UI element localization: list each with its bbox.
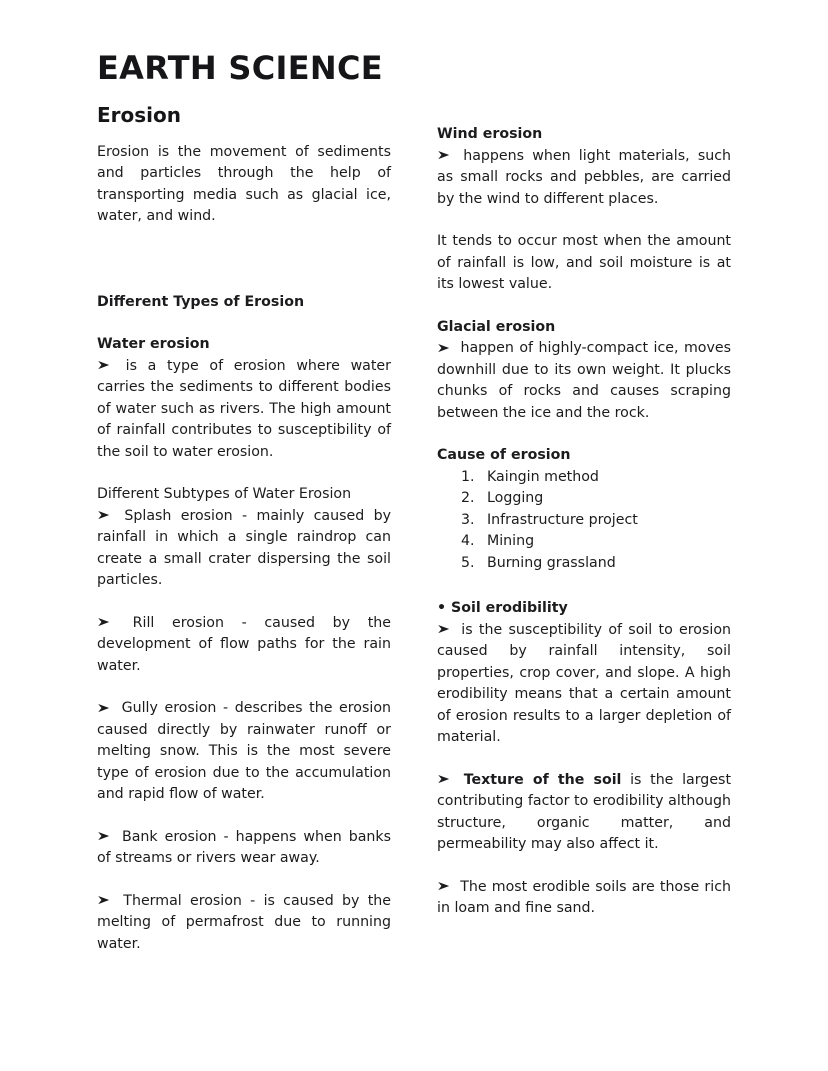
types-of-erosion-heading: Different Types of Erosion: [97, 293, 305, 310]
paragraph-bold-text: Texture of the soil: [463, 771, 622, 788]
cause-of-erosion-list: [437, 467, 731, 575]
arrow-bullet-icon: [97, 831, 110, 841]
soil-erodibility-heading: [437, 598, 731, 620]
arrow-bullet-icon: [437, 343, 450, 353]
arrow-bullet-icon: [437, 150, 450, 160]
water-erosion-heading: Water erosion: [97, 336, 210, 353]
list-item: [437, 510, 731, 532]
list-item: [437, 553, 731, 575]
splash-erosion-paragraph: [97, 506, 391, 592]
paragraph-text: is a type of erosion where water carries the sediments to different bodies of water such as rivers. The high amount of rainfall contributes to susceptibility of the soil to water erosion.: [97, 357, 391, 460]
list-item-number: 3.: [461, 511, 475, 528]
paragraph-text: It tends to occur most when the amount of rainfall is low, and soil moisture is at its lowest value.: [437, 233, 731, 292]
paragraph-text: Erosion is the movement of sediments and particles through the help of transporting media such as glacial ice, water, and wind.: [97, 143, 391, 225]
list-item-label: Mining: [487, 533, 535, 549]
list-item-number: 2.: [461, 490, 475, 506]
erodible-soils-paragraph: [437, 877, 731, 920]
arrow-bullet-icon: [97, 510, 110, 520]
list-item: [437, 488, 731, 510]
cause-of-erosion-heading: Cause of erosion: [437, 447, 571, 463]
paragraph-text: Rill erosion - caused by the development of flow paths for the rain water.: [97, 614, 391, 674]
arrow-bullet-icon: [437, 624, 450, 634]
list-item-label: Infrastructure project: [487, 511, 638, 528]
arrow-bullet-icon: [437, 774, 450, 784]
bank-erosion-paragraph: [97, 827, 391, 870]
soil-erodibility-paragraph: [437, 620, 731, 749]
glacial-erosion-heading: Glacial erosion: [437, 318, 556, 335]
paragraph-text: happen of highly-compact ice, moves downhill due to its own weight. It plucks chunks of rocks and causes scraping between the ice and the rock.: [437, 340, 731, 421]
gully-erosion-paragraph: [97, 698, 391, 806]
rill-erosion-paragraph: [97, 613, 391, 678]
texture-of-soil-paragraph: [437, 770, 731, 856]
paragraph-text: is the susceptibility of soil to erosion caused by rainfall intensity, soil properties, crop cover, and slope. A high erodibility means that a certain amount of erosion results to a larger depletion of material.: [437, 621, 731, 745]
arrow-bullet-icon: [97, 703, 110, 713]
paragraph-text: is the largest contributing factor to erodibility although structure, organic matter, and permeability may also affect it.: [437, 771, 732, 852]
list-item-number: 5.: [461, 554, 475, 571]
erosion-intro-paragraph: [97, 142, 391, 228]
paragraph-text: Splash erosion - mainly caused by rainfall in which a single raindrop can create a small crater dispersing the soil particles.: [97, 507, 391, 589]
wind-note-paragraph: [437, 231, 731, 296]
list-item-number: 1.: [461, 468, 475, 485]
erosion-heading: Erosion: [97, 102, 182, 127]
arrow-bullet-icon: [97, 617, 110, 627]
list-item: [437, 467, 731, 489]
right-column: [437, 50, 731, 1071]
arrow-bullet-icon: [97, 895, 110, 905]
list-item: [437, 531, 731, 553]
glacial-erosion-paragraph: [437, 338, 731, 424]
arrow-bullet-icon: [437, 881, 450, 891]
paragraph-text: The most erodible soils are those rich in loam and fine sand.: [437, 878, 731, 916]
list-item-label: Burning grassland: [487, 554, 616, 571]
wind-erosion-paragraph: [437, 146, 731, 211]
wind-erosion-heading: Wind erosion: [437, 126, 543, 142]
thermal-erosion-paragraph: [97, 891, 391, 956]
list-item-label: Kaingin method: [487, 468, 599, 485]
paragraph-text: Bank erosion - happens when banks of streams or rivers wear away.: [97, 828, 391, 867]
list-item-label: Logging: [487, 490, 544, 506]
arrow-bullet-icon: [97, 360, 110, 370]
paragraph-text: happens when light materials, such as small rocks and pebbles, are carried by the wind to different places.: [437, 147, 731, 207]
page-title: EARTH SCIENCE: [97, 49, 383, 87]
water-erosion-paragraph: [97, 356, 391, 464]
paragraph-text: Thermal erosion - is caused by the melting of permafrost due to running water.: [97, 892, 392, 952]
left-column: [97, 50, 391, 1071]
dot-bullet-icon: •: [437, 600, 452, 616]
subtypes-heading: Different Subtypes of Water Erosion: [97, 486, 352, 503]
list-item-number: 4.: [461, 533, 475, 549]
heading-text: Soil erodibility: [451, 600, 568, 616]
paragraph-text: Gully erosion - describes the erosion caused directly by rainwater runoff or melting snow. This is the most severe type of erosion due to the accumulation and rapid flow of water.: [97, 700, 391, 803]
